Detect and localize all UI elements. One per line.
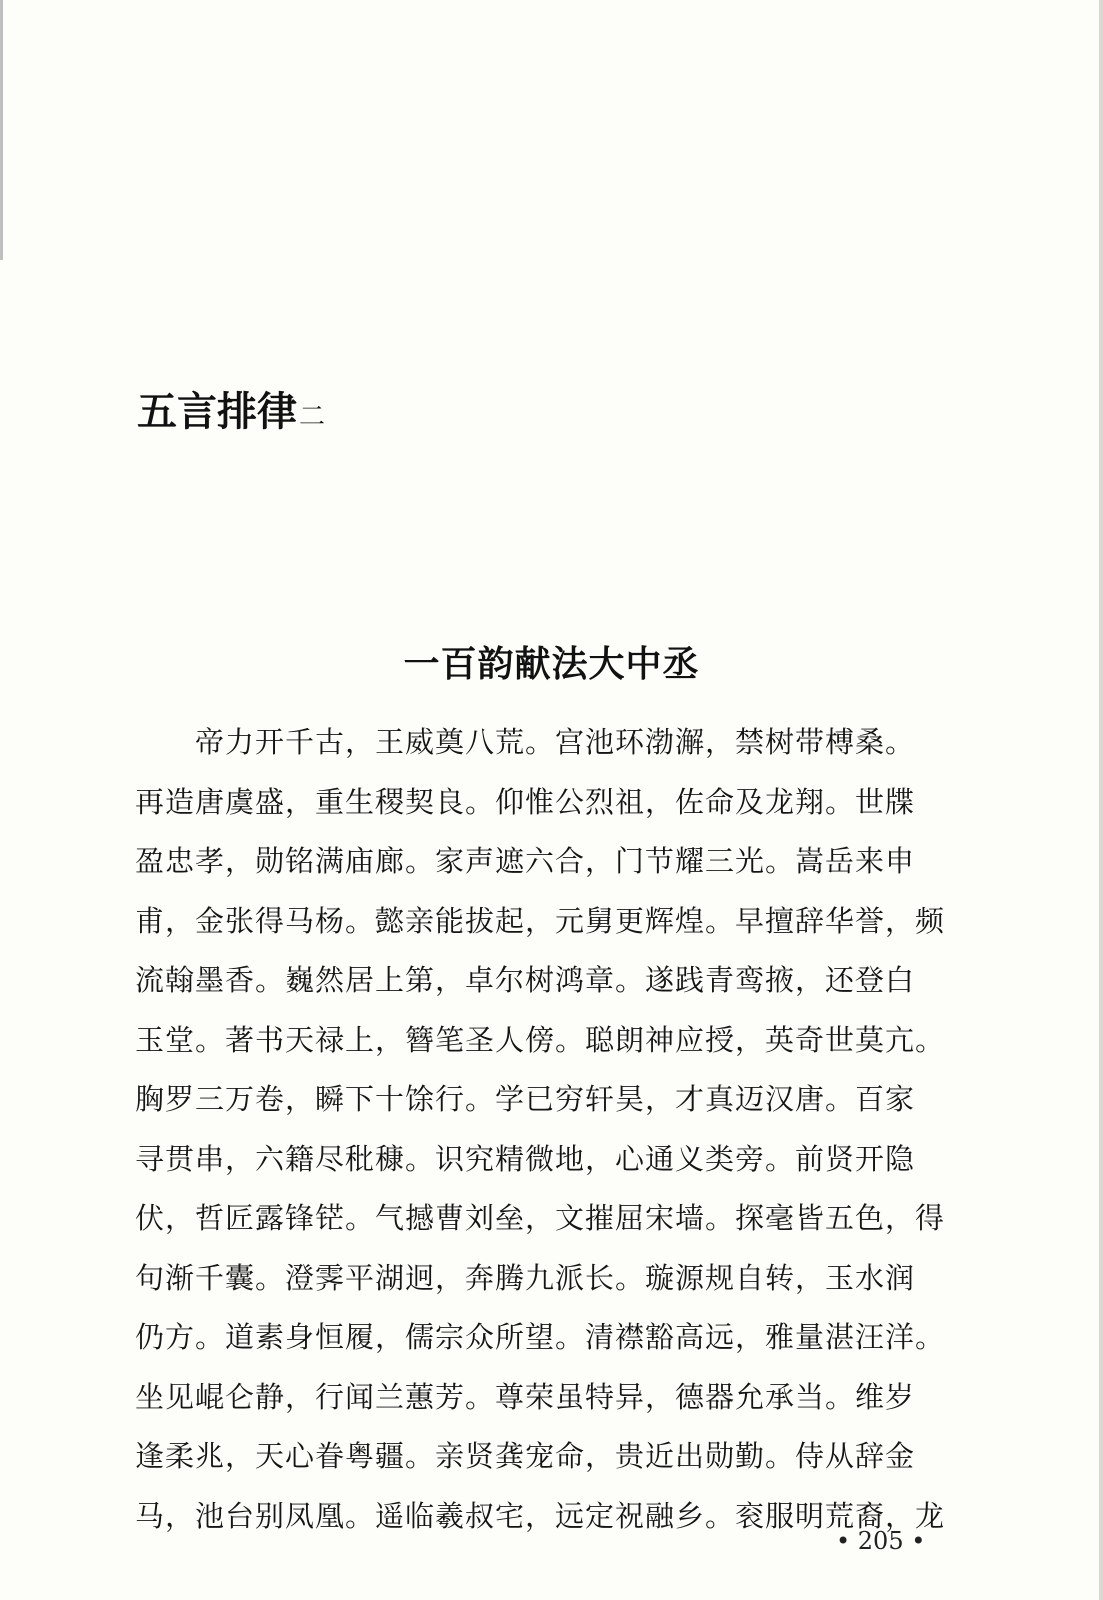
poem-line: 再造唐虞盛，重生稷契良。仰惟公烈祖，佐命及龙翔。世牒	[135, 784, 916, 819]
poem-line: 帝力开千古，王威奠八荒。宫池环渤澥，禁树带榑桑。	[195, 725, 916, 759]
poem-line: 寻贯串，六籍尽秕穅。识究精微地，心通义类旁。前贤开隐	[135, 1141, 916, 1176]
page-number: • 205 •	[836, 1527, 926, 1555]
poem-line: 流翰墨香。巍然居上第，卓尔树鸿章。遂践青鸾掖，还登白	[135, 963, 916, 997]
poem-line: 玉堂。著书天禄上，簪笔圣人傍。聪朗神应授，英奇世莫亢。	[135, 1022, 946, 1057]
poem-line: 马，池台别凤凰。遥临羲叔宅，远定祝融乡。衮服明荒裔，龙	[135, 1498, 946, 1533]
poem-line: 胸罗三万卷，瞬下十馀行。学已穷轩昊，才真迈汉唐。百家	[135, 1082, 916, 1116]
poem-line: 甫，金张得马杨。懿亲能拔起，元舅更辉煌。早擅辞华誉，频	[135, 903, 946, 938]
scan-edge-left	[0, 0, 3, 260]
poem-line: 句渐千囊。澄霁平湖迥，奔腾九派长。璇源规自转，玉水润	[135, 1260, 916, 1295]
poem-line: 盈忠孝，勋铭满庙廊。家声遮六合，门节耀三光。嵩岳来申	[135, 844, 916, 878]
section-subtitle: 二	[299, 402, 326, 432]
section-title: 五言排律	[137, 388, 297, 435]
scan-edge-right	[1099, 0, 1103, 1600]
poem-line: 坐见崐仑静，行闻兰蕙芳。尊荣虽特异，德器允承当。维岁	[135, 1379, 916, 1414]
poem-body	[135, 713, 975, 1546]
poem-line: 仍方。道素身恒履，儒宗众所望。清襟豁高远，雅量湛汪洋。	[135, 1320, 946, 1354]
poem-title: 一百韵献法大中丞	[403, 643, 700, 685]
poem-line: 逢柔兆，天心眷粤疆。亲贤龚宠命，贵近出勋勤。侍从辞金	[135, 1439, 916, 1473]
section-heading	[137, 386, 325, 443]
poem-line: 伏，哲匠露锋铓。气撼曹刘垒，文摧屈宋墙。探毫皆五色，得	[135, 1201, 946, 1235]
